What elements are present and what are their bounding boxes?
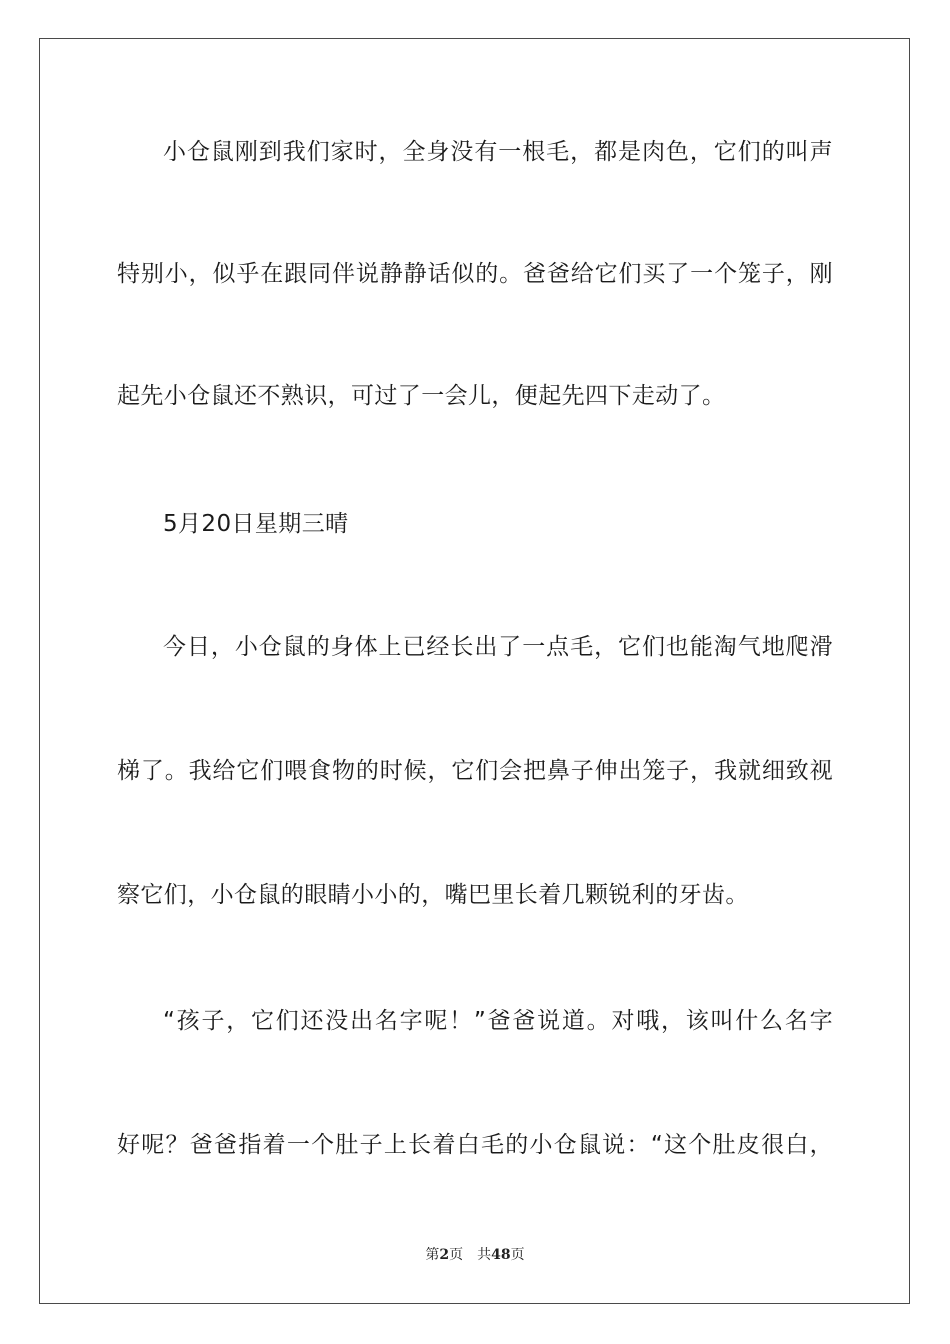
footer-total-suffix: 页 [510, 1247, 525, 1263]
footer-total-prefix: 共 [477, 1247, 492, 1263]
date-heading: 5月20日星期三晴 [163, 511, 349, 537]
paragraph-4-line-1: “孩子，它们还没出名字呢！”爸爸说道。对哦，该叫什么名字 [163, 1008, 833, 1034]
page-border [39, 38, 910, 1304]
paragraph-3-line-3: 察它们，小仓鼠的眼睛小小的，嘴巴里长着几颗锐利的牙齿。 [117, 882, 749, 908]
paragraph-1-line-3: 起先小仓鼠还不熟识，可过了一会儿，便起先四下走动了。 [117, 383, 726, 409]
footer-page-prefix: 第 [425, 1247, 440, 1263]
paragraph-3-line-2: 梯了。我给它们喂食物的时候，它们会把鼻子伸出笼子，我就细致视 [117, 758, 833, 784]
paragraph-1-line-2: 特别小，似乎在跟同伴说静静话似的。爸爸给它们买了一个笼子，刚 [117, 261, 833, 287]
footer-total-pages: 48 [491, 1247, 511, 1263]
paragraph-1-line-1: 小仓鼠刚到我们家时，全身没有一根毛，都是肉色，它们的叫声 [163, 139, 833, 165]
paragraph-3-line-1: 今日，小仓鼠的身体上已经长出了一点毛，它们也能淘气地爬滑 [163, 634, 833, 660]
page-footer [0, 1246, 950, 1264]
paragraph-4-line-2: 好呢？爸爸指着一个肚子上长着白毛的小仓鼠说：“这个肚皮很白， [117, 1132, 833, 1158]
footer-page-suffix: 页 [449, 1247, 464, 1263]
footer-page-number: 2 [439, 1247, 450, 1263]
